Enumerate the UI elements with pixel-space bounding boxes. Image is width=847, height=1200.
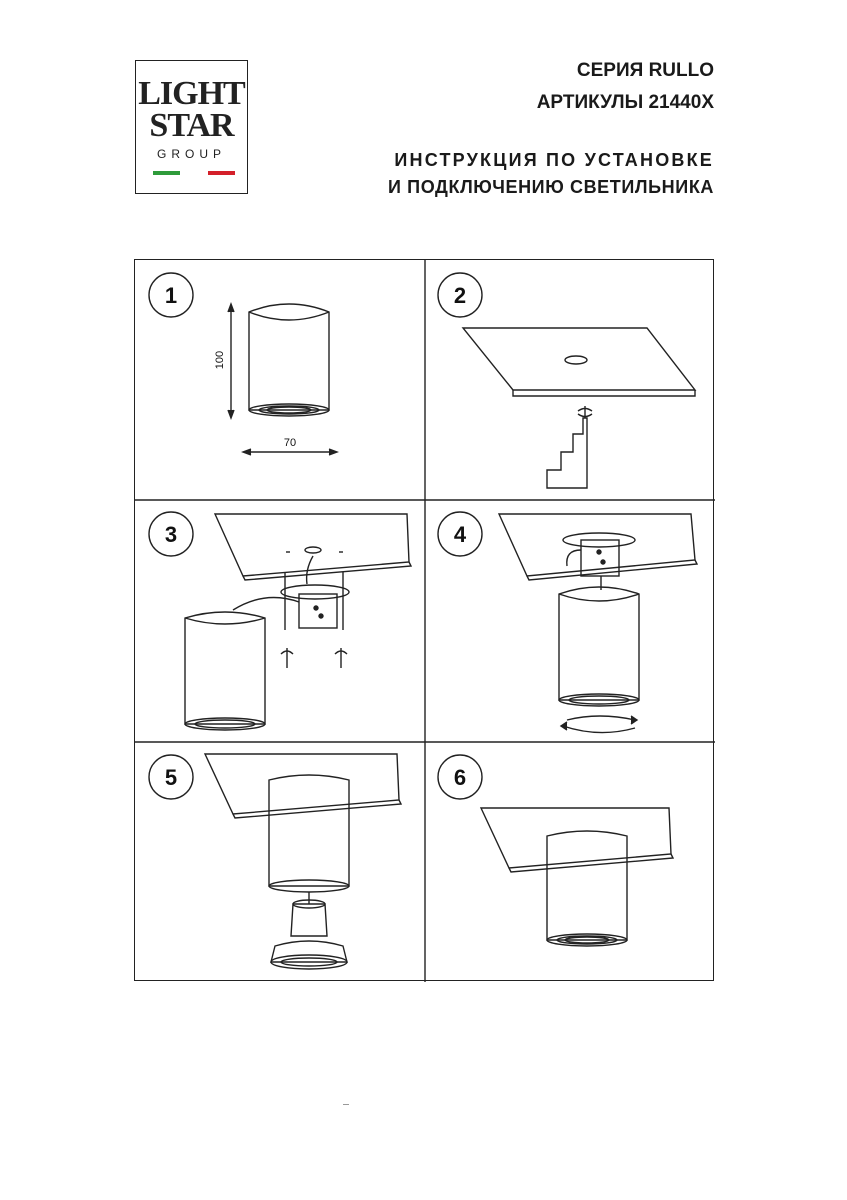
step-4-attach-rotate: [499, 514, 697, 733]
step-2-ceiling-drilling: [463, 328, 695, 488]
step-5-insert-module: [205, 754, 401, 969]
flag-green: [153, 171, 180, 175]
flag-red: [208, 171, 235, 175]
step-3-mounting-wiring: [185, 514, 411, 730]
step-1-number: 1: [164, 283, 178, 308]
step-1-badge: [149, 273, 193, 317]
step-6-badge: [438, 755, 482, 799]
logo-flag-stripe: [153, 171, 235, 175]
dimension-width-label: 70: [283, 437, 297, 449]
brand-logo: [135, 60, 248, 194]
step-5-badge: [149, 755, 193, 799]
dimension-height-label: 100: [214, 350, 226, 370]
instruction-steps-grid: [134, 259, 714, 981]
step-4-number: 4: [453, 522, 467, 547]
article-numbers: АРТИКУЛЫ 21440X: [536, 92, 714, 113]
flag-white: [180, 171, 207, 175]
step-4-badge: [438, 512, 482, 556]
instruction-title-line2: И ПОДКЛЮЧЕНИЮ СВЕТИЛЬНИКА: [388, 177, 714, 197]
instruction-title-line1: ИНСТРУКЦИЯ ПО УСТАНОВКЕ: [394, 150, 714, 170]
series-label: СЕРИЯ RULLO: [576, 60, 714, 81]
footer-mark: [343, 1104, 349, 1105]
step-2-number: 2: [453, 283, 467, 308]
step-6-final-result: [481, 808, 673, 946]
step-2-badge: [438, 273, 482, 317]
step-1-lamp-dimensions: [228, 304, 337, 455]
logo-text-group: GROUP: [156, 147, 226, 161]
step-3-badge: [149, 512, 193, 556]
steps-illustration: [135, 260, 715, 982]
logo-text-star: STAR: [149, 107, 234, 144]
step-3-number: 3: [164, 522, 178, 547]
step-6-number: 6: [453, 765, 467, 790]
step-5-number: 5: [164, 765, 178, 790]
logo-text-light: LIGHT: [138, 75, 245, 112]
